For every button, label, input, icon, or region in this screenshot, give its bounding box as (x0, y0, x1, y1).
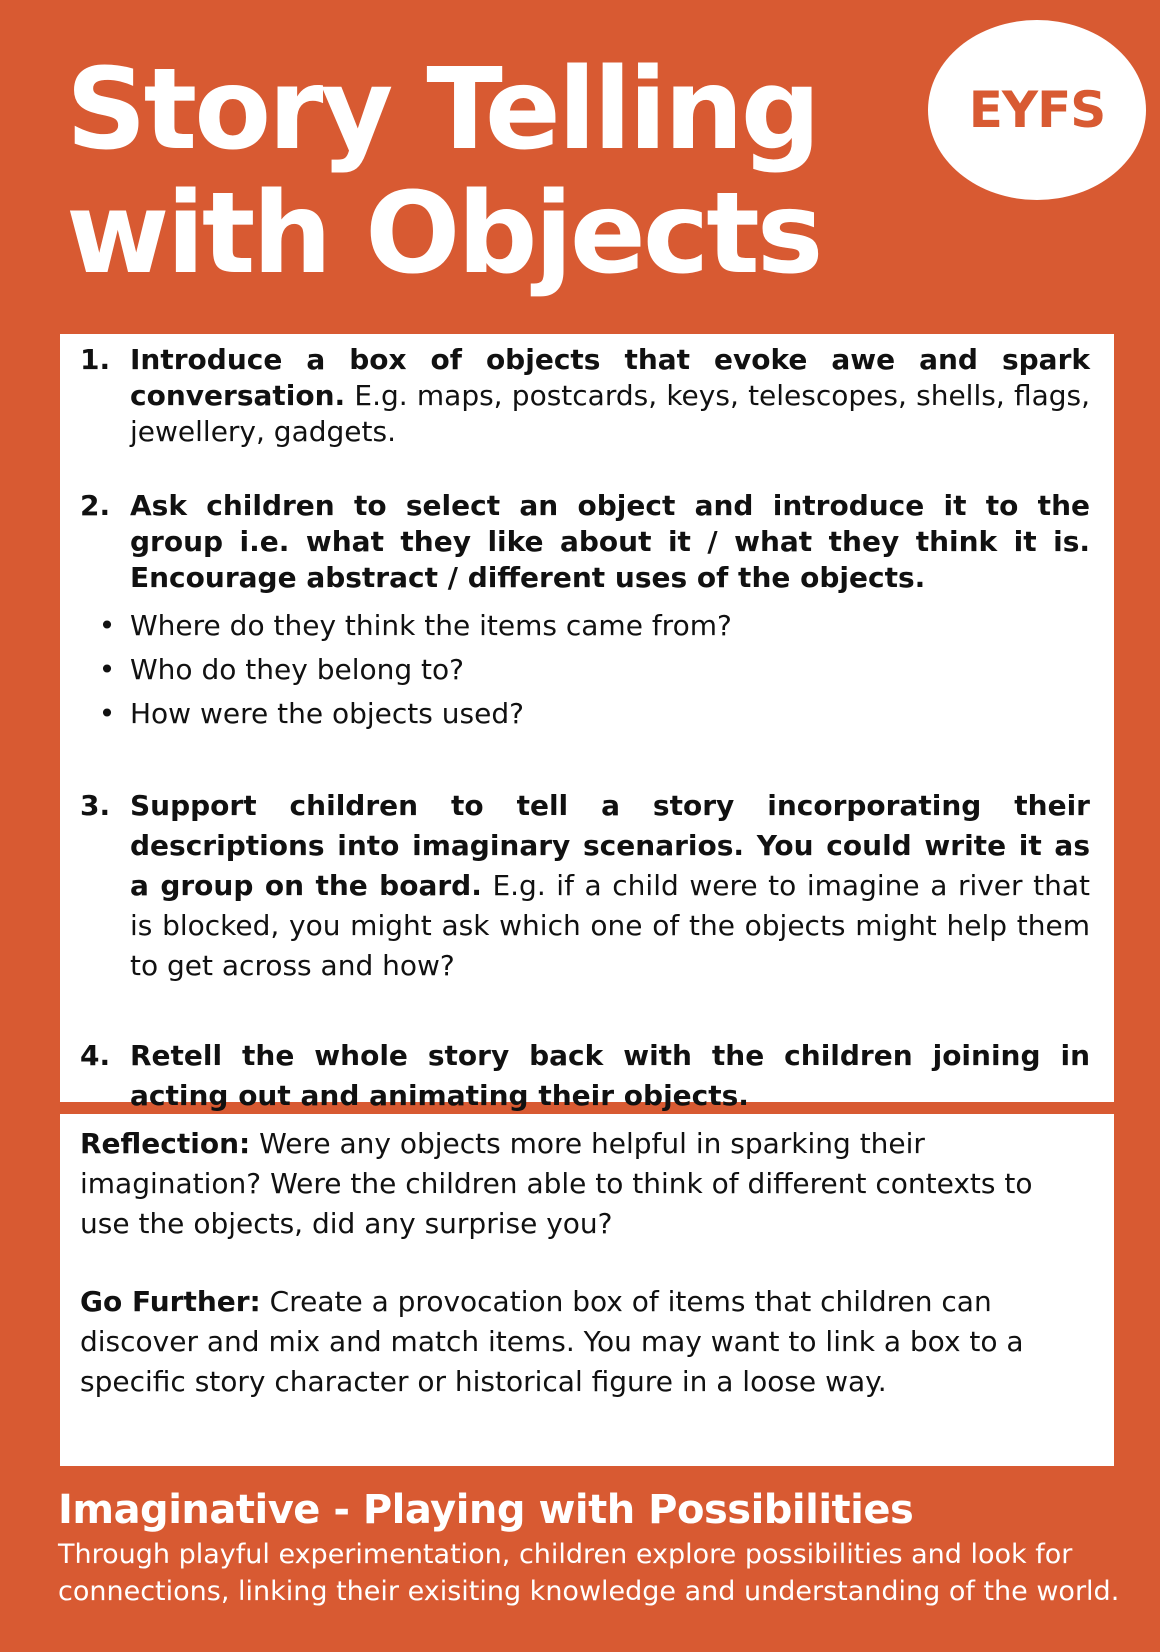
reflection-panel (60, 1114, 1114, 1466)
step-body (130, 488, 1090, 596)
step-3 (80, 786, 1090, 986)
reflection-text: Were any objects more helpful in sparking their imagination? Were the children able to think of different contexts to use the objects, did any surprise you? (80, 1127, 1033, 1240)
step-text: E.g. maps, postcards, keys, telescopes, shells, flags, jewellery, gadgets. (130, 379, 1090, 448)
reflection-paragraph (80, 1124, 1090, 1244)
step-body (130, 342, 1090, 450)
step-heading: Introduce a box of objects that evoke awe and spark conversation. (130, 343, 1090, 412)
step-4 (80, 1036, 1090, 1116)
go-further-paragraph (80, 1282, 1090, 1402)
step-text: E.g. if a child were to imagine a river that is blocked, you might ask which one of the objects might help them to get across and how? (130, 869, 1090, 982)
steps-panel (60, 334, 1114, 1112)
reflection-label: Reflection: (80, 1127, 251, 1160)
bullet-text: Who do they belong to? (130, 653, 464, 686)
step-heading: Support children to tell a story incorporating their descriptions into imaginary scenarios. You could write it as a group on the board. (130, 789, 1090, 902)
title-line-1: Story Telling (66, 45, 818, 175)
step-body (130, 786, 1090, 986)
page-title (66, 45, 821, 299)
step-1 (80, 342, 1090, 450)
step-number: 2. (80, 489, 111, 522)
step-heading: Retell the whole story back with the children joining in acting out and animating their objects. (130, 1039, 1090, 1112)
step-2 (80, 488, 1090, 596)
footer-title: Imaginative - Playing with Possibilities (58, 1487, 914, 1533)
step-number: 4. (80, 1039, 111, 1072)
step-2-bullets (80, 604, 1090, 736)
bullet-text: Where do they think the items came from? (130, 609, 732, 642)
footer-text: Through playful experimentation, children explore possibilities and look for connections, linking their exisiting knowledge and understanding of the world. (58, 1539, 1120, 1607)
go-further-text: Create a provocation box of items that children can discover and mix and match items. You may want to link a box to a specific story character or historical figure in a loose way. (80, 1285, 1024, 1398)
list-item (80, 648, 1090, 692)
bullet-text: How were the objects used? (130, 697, 524, 730)
step-body (130, 1036, 1090, 1116)
eyfs-badge (928, 20, 1146, 200)
title-line-2: with Objects (66, 169, 821, 299)
step-number: 1. (80, 343, 111, 376)
list-item (80, 604, 1090, 648)
bullet-dot-icon: • (98, 653, 116, 686)
bullet-dot-icon: • (98, 697, 116, 730)
list-item (80, 692, 1090, 736)
go-further-label: Go Further: (80, 1285, 261, 1318)
badge-label: EYFS (968, 81, 1106, 139)
step-heading: Ask children to select an object and introduce it to the group i.e. what they like about it / what they think it is. Encourage abstract / different uses of the objects. (130, 489, 1090, 594)
bullet-dot-icon: • (98, 609, 116, 642)
step-number: 3. (80, 789, 111, 822)
